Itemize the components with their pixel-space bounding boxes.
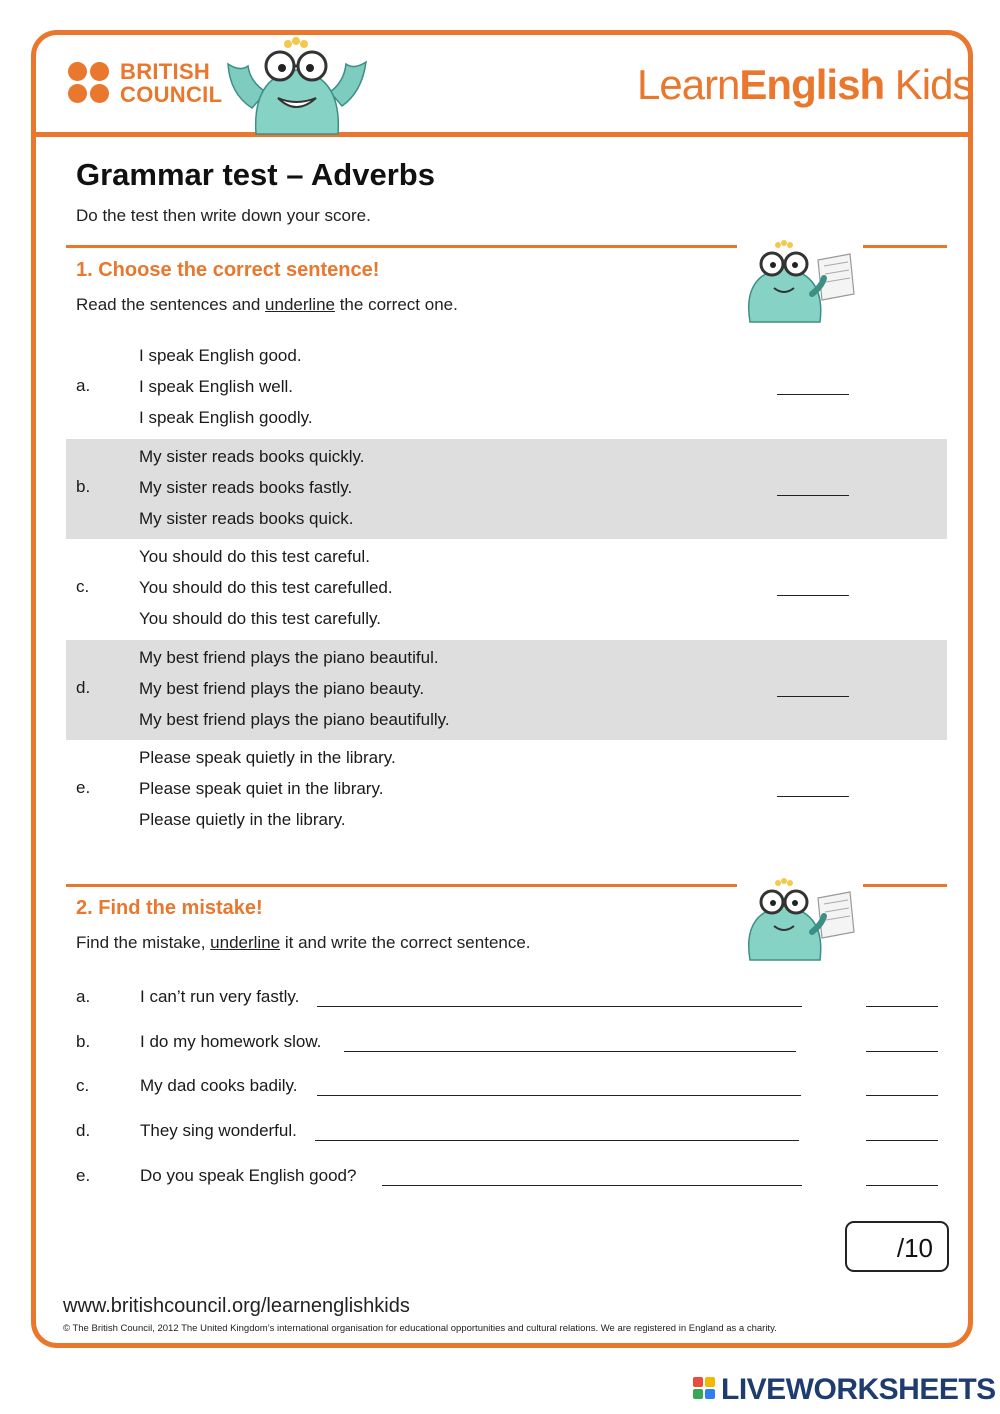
mistake-letter: a. [76,987,91,1006]
question-row-a [66,338,947,438]
question-option[interactable]: I speak English goodly. [139,408,313,427]
question-letter: c. [76,577,90,596]
question-option[interactable]: You should do this test carefulled. [139,578,393,597]
british-council-line-2: COUNCIL [120,82,223,107]
mistake-sentence[interactable]: Do you speak English good? [140,1166,357,1185]
question-option[interactable]: Please quietly in the library. [139,810,346,829]
question-row-c [66,539,947,639]
question-letter: a. [76,376,91,395]
question-option[interactable]: My sister reads books quick. [139,509,354,528]
question-option[interactable]: You should do this test carefully. [139,609,381,628]
answer-blank[interactable] [777,696,849,697]
answer-blank[interactable] [866,1095,938,1096]
question-option[interactable]: My sister reads books fastly. [139,478,353,497]
mistake-sentence[interactable]: They sing wonderful. [140,1121,297,1140]
section1-divider-left [66,245,737,248]
answer-blank[interactable] [777,796,849,797]
answer-blank[interactable] [866,1006,938,1007]
section1-title: 1. Choose the correct sentence! [76,259,380,281]
question-option[interactable]: Please speak quiet in the library. [139,779,384,798]
question-letter: d. [76,678,91,697]
header-divider [36,132,968,137]
section1-divider-right [863,245,947,248]
question-row-e [66,740,947,840]
question-option[interactable]: My best friend plays the piano beautiful. [139,648,439,667]
answer-blank[interactable] [777,595,849,596]
correction-line[interactable] [317,1095,801,1096]
mistake-letter: b. [76,1032,91,1051]
section2-divider-right [863,884,947,887]
correction-line[interactable] [382,1185,802,1186]
monster-mascot-icon [222,36,372,136]
question-option[interactable]: My best friend plays the piano beauty. [139,679,425,698]
footer-copyright: © The British Council, 2012 The United Kingdom’s international organisation for educational opportunities and cultural relations. We are registered in England as a charity. [63,1323,777,1334]
liveworksheets-icon [693,1377,717,1401]
correction-line[interactable] [317,1006,802,1007]
footer-url[interactable]: www.britishcouncil.org/learnenglishkids [63,1295,410,1317]
answer-blank[interactable] [866,1185,938,1186]
mistake-row-a [76,987,946,1011]
question-option[interactable]: Please speak quietly in the library. [139,748,396,767]
answer-blank[interactable] [866,1051,938,1052]
question-option[interactable]: I speak English good. [139,346,302,365]
question-option[interactable]: You should do this test careful. [139,547,370,566]
question-option[interactable]: My best friend plays the piano beautifully. [139,710,450,729]
mistake-row-b [76,1032,946,1056]
british-council-line-1: BRITISH [120,59,211,84]
mistake-row-c [76,1076,946,1100]
mistake-letter: c. [76,1076,90,1095]
liveworksheets-wordmark: LIVEWORKSHEETS [721,1373,996,1406]
mistake-letter: d. [76,1121,91,1140]
british-council-logo [68,60,228,108]
answer-blank[interactable] [777,495,849,496]
reading-monster-icon [742,876,858,966]
mistake-row-d [76,1121,946,1145]
brand-kids: Kids [884,61,973,108]
answer-blank[interactable] [777,394,849,395]
page-title: Grammar test – Adverbs [76,157,435,192]
learnenglish-kids-logo [637,60,973,110]
correction-line[interactable] [315,1140,799,1141]
brand-learn: Learn [637,61,740,108]
correction-line[interactable] [344,1051,796,1052]
question-row-d [66,640,947,740]
section2-divider-left [66,884,737,887]
reading-monster-icon [742,238,858,328]
mistake-sentence[interactable]: I do my homework slow. [140,1032,322,1051]
brand-english: English [739,61,885,108]
question-option[interactable]: My sister reads books quickly. [139,447,365,466]
question-row-b [66,439,947,539]
question-letter: e. [76,778,91,797]
page-subtitle: Do the test then write down your score. [76,206,371,225]
mistake-letter: e. [76,1166,91,1185]
mistake-sentence[interactable]: I can’t run very fastly. [140,987,300,1006]
question-letter: b. [76,477,91,496]
section2-title: 2. Find the mistake! [76,897,263,919]
section1-instruction: Read the sentences and underline the correct one. [76,295,458,314]
score-total: /10 [896,1233,933,1263]
answer-blank[interactable] [866,1140,938,1141]
british-council-dots-icon [68,62,110,104]
mistake-row-e [76,1166,946,1190]
question-option[interactable]: I speak English well. [139,377,294,396]
mistake-sentence[interactable]: My dad cooks badily. [140,1076,298,1095]
section2-instruction: Find the mistake, underline it and write the correct sentence. [76,933,531,952]
score-box[interactable] [845,1221,949,1272]
